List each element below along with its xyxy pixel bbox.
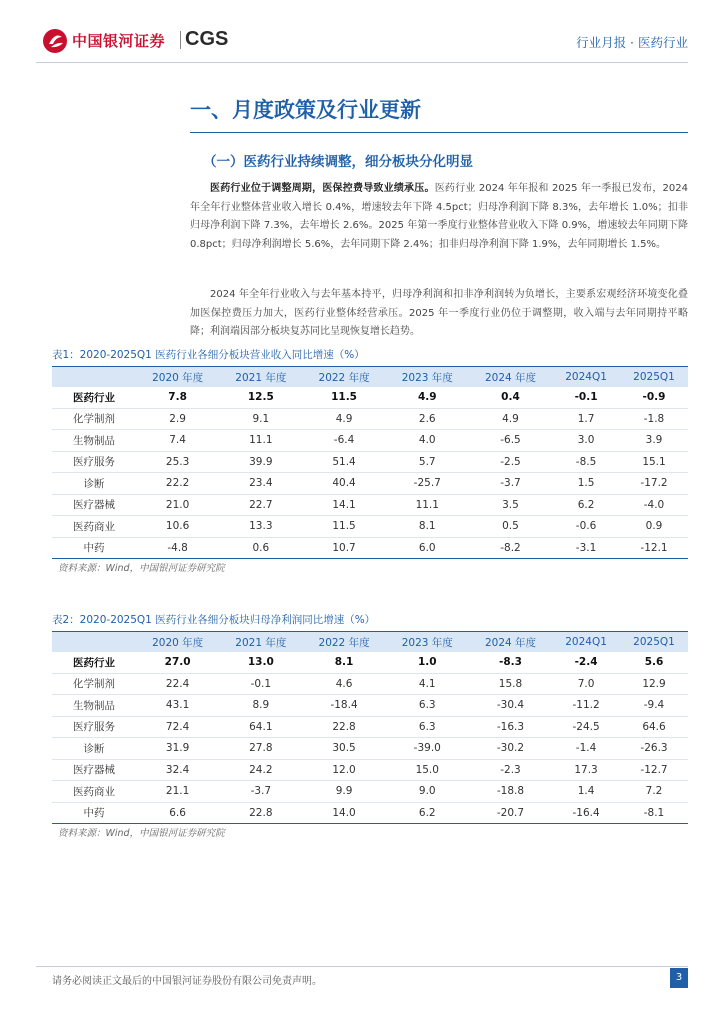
table-cell: -8.2 <box>469 537 552 559</box>
column-header: 2022 年度 <box>302 367 385 388</box>
table-cell: 6.3 <box>386 716 469 738</box>
table-cell: -1.8 <box>620 408 688 430</box>
table-cell: 22.7 <box>219 494 302 516</box>
table2-title: 表2：2020-2025Q1 医药行业各细分板块归母净利润同比增速（%） <box>52 614 376 626</box>
table-cell: 39.9 <box>219 451 302 473</box>
table-cell: 3.0 <box>552 430 620 452</box>
table-row <box>52 695 688 717</box>
table-cell: 4.9 <box>302 408 385 430</box>
table1-source: 资料来源：Wind，中国银河证券研究院 <box>58 563 225 574</box>
row-label: 化学制剂 <box>52 673 136 695</box>
table-cell: 25.3 <box>136 451 219 473</box>
table-cell: 12.9 <box>620 673 688 695</box>
table-cell: -0.6 <box>552 516 620 538</box>
table-cell: 30.5 <box>302 738 385 760</box>
paragraph-1-body: 医药行业 2024 年年报和 2025 年一季报已发布，2024 年全年行业整体营业收入增长 0.4%，增速较去年下降 4.5pct；归母净利润下降 8.3%，去年增长 1.0%；扣非归母净利润下降 7.3%，去年增长 2.6%。2025 年第一季度行业整体营业收入下降 0.9%，增速较去年同期下降 0.8pct；归母净利润增长 5.6%，去年同期下降 2.4%；扣非归母净利润下降 1.9%，去年同期增长 1.5%。 <box>190 183 689 250</box>
table-cell: 22.2 <box>136 473 219 495</box>
row-label: 医疗服务 <box>52 716 136 738</box>
table-cell: 4.0 <box>386 430 469 452</box>
row-label: 中药 <box>52 802 136 824</box>
table2-source: 资料来源：Wind，中国银河证券研究院 <box>58 828 225 839</box>
column-header: 2024Q1 <box>552 367 620 388</box>
row-label: 医药商业 <box>52 781 136 803</box>
table-cell: -39.0 <box>386 738 469 760</box>
table-cell: 12.5 <box>219 387 302 408</box>
column-header: 2022 年度 <box>302 632 385 653</box>
table-cell: 13.3 <box>219 516 302 538</box>
table-cell: -17.2 <box>620 473 688 495</box>
table-cell: 17.3 <box>552 759 620 781</box>
report-category: 行业月报 · 医药行业 <box>576 35 688 50</box>
table-cell: 1.4 <box>552 781 620 803</box>
column-header: 2021 年度 <box>219 632 302 653</box>
table-cell: 0.4 <box>469 387 552 408</box>
logo-separator <box>180 31 181 49</box>
revenue-growth-table <box>52 366 688 559</box>
table-cell: 8.1 <box>302 652 385 673</box>
row-label: 诊断 <box>52 473 136 495</box>
cgs-logo-icon <box>42 28 68 54</box>
row-label: 诊断 <box>52 738 136 760</box>
table-cell: 6.6 <box>136 802 219 824</box>
paragraph-2: 2024 年全年行业收入与去年基本持平，归母净利润和扣非净利润转为负增长，主要系宏观经济环境变化叠加医保控费压力加大，医药行业整体经营承压。2025 年一季度行业仍位于调整期，收入端与去年同期持平略降；利润端因部分板块复苏同比呈现恢复增长趋势。 <box>190 289 688 338</box>
column-header: 2024Q1 <box>552 632 620 653</box>
table-cell: -3.7 <box>469 473 552 495</box>
page-header <box>0 0 724 64</box>
table1-title: 表1：2020-2025Q1 医药行业各细分板块营业收入同比增速（%） <box>52 349 365 361</box>
table-row <box>52 516 688 538</box>
table-cell: -18.8 <box>469 781 552 803</box>
footer-divider <box>36 966 688 967</box>
table-cell: 10.6 <box>136 516 219 538</box>
table-cell: 7.0 <box>552 673 620 695</box>
table-row <box>52 759 688 781</box>
table-cell: 8.9 <box>219 695 302 717</box>
table-cell: -20.7 <box>469 802 552 824</box>
table-cell: 11.5 <box>302 516 385 538</box>
table-cell: 22.8 <box>219 802 302 824</box>
table-cell: 1.7 <box>552 408 620 430</box>
table-cell: 2.9 <box>136 408 219 430</box>
table-cell: 1.0 <box>386 652 469 673</box>
table-cell: 51.4 <box>302 451 385 473</box>
logo-cn-text: 中国银河证券 <box>72 32 166 50</box>
table-row <box>52 430 688 452</box>
table-cell: -9.4 <box>620 695 688 717</box>
table-cell: 12.0 <box>302 759 385 781</box>
table-row <box>52 738 688 760</box>
table-row <box>52 494 688 516</box>
table-cell: -18.4 <box>302 695 385 717</box>
table-cell: -24.5 <box>552 716 620 738</box>
table-cell: -0.1 <box>219 673 302 695</box>
table-row <box>52 802 688 824</box>
table-row <box>52 473 688 495</box>
table-row <box>52 781 688 803</box>
table-cell: -26.3 <box>620 738 688 760</box>
table-cell: 40.4 <box>302 473 385 495</box>
logo-en-text: CGS <box>185 28 229 50</box>
column-header: 2023 年度 <box>386 367 469 388</box>
table-cell: 6.2 <box>386 802 469 824</box>
table-header-row <box>52 632 688 653</box>
table-cell: 15.0 <box>386 759 469 781</box>
table-cell: -1.4 <box>552 738 620 760</box>
column-header <box>52 632 136 653</box>
column-header: 2024 年度 <box>469 367 552 388</box>
table-cell: 3.9 <box>620 430 688 452</box>
row-label: 医药行业 <box>52 652 136 673</box>
table-cell: -2.3 <box>469 759 552 781</box>
table-cell: 7.2 <box>620 781 688 803</box>
table-row <box>52 652 688 673</box>
table-cell: -16.3 <box>469 716 552 738</box>
table-cell: 15.8 <box>469 673 552 695</box>
table-cell: 27.0 <box>136 652 219 673</box>
row-label: 医疗器械 <box>52 494 136 516</box>
table-cell: -16.4 <box>552 802 620 824</box>
table-cell: 9.0 <box>386 781 469 803</box>
table-cell: -4.0 <box>620 494 688 516</box>
table-cell: 9.1 <box>219 408 302 430</box>
table-cell: -3.1 <box>552 537 620 559</box>
table-cell: 4.1 <box>386 673 469 695</box>
table-cell: 14.1 <box>302 494 385 516</box>
table-cell: 3.5 <box>469 494 552 516</box>
column-header: 2025Q1 <box>620 367 688 388</box>
table-cell: -30.2 <box>469 738 552 760</box>
table-cell: -4.8 <box>136 537 219 559</box>
subsection-title: （一）医药行业持续调整，细分板块分化明显 <box>203 154 473 170</box>
table-row <box>52 408 688 430</box>
row-label: 生物制品 <box>52 695 136 717</box>
row-label: 医疗器械 <box>52 759 136 781</box>
table-cell: -11.2 <box>552 695 620 717</box>
table-cell: 1.5 <box>552 473 620 495</box>
table-cell: 9.9 <box>302 781 385 803</box>
table-row <box>52 537 688 559</box>
table-cell: 22.8 <box>302 716 385 738</box>
table-cell: -25.7 <box>386 473 469 495</box>
paragraph-1-lead: 医药行业位于调整周期，医保控费导致业绩承压。 <box>210 183 435 194</box>
column-header <box>52 367 136 388</box>
table-cell: 27.8 <box>219 738 302 760</box>
table-cell: 6.3 <box>386 695 469 717</box>
table-cell: 4.9 <box>386 387 469 408</box>
row-label: 医药商业 <box>52 516 136 538</box>
table-cell: -0.9 <box>620 387 688 408</box>
table-cell: -8.3 <box>469 652 552 673</box>
table-cell: 22.4 <box>136 673 219 695</box>
row-label: 生物制品 <box>52 430 136 452</box>
table-cell: 64.1 <box>219 716 302 738</box>
table-cell: 11.1 <box>219 430 302 452</box>
table-cell: 23.4 <box>219 473 302 495</box>
table-cell: -0.1 <box>552 387 620 408</box>
net-profit-growth-table <box>52 631 688 824</box>
table-cell: 0.9 <box>620 516 688 538</box>
row-label: 中药 <box>52 537 136 559</box>
footer-disclaimer: 请务必阅读正文最后的中国银河证券股份有限公司免责声明。 <box>52 976 322 987</box>
table-row <box>52 451 688 473</box>
table-cell: -30.4 <box>469 695 552 717</box>
table-cell: 6.2 <box>552 494 620 516</box>
table-cell: 11.1 <box>386 494 469 516</box>
paragraph-1 <box>190 180 688 254</box>
table-cell: 21.0 <box>136 494 219 516</box>
table-cell: -3.7 <box>219 781 302 803</box>
table-cell: 15.1 <box>620 451 688 473</box>
table-cell: 21.1 <box>136 781 219 803</box>
table-cell: 4.6 <box>302 673 385 695</box>
row-label: 医疗服务 <box>52 451 136 473</box>
table-cell: 0.6 <box>219 537 302 559</box>
page-number: 3 <box>670 968 688 988</box>
table-cell: 7.8 <box>136 387 219 408</box>
table-cell: 7.4 <box>136 430 219 452</box>
row-label: 医药行业 <box>52 387 136 408</box>
table-row <box>52 387 688 408</box>
table-cell: 10.7 <box>302 537 385 559</box>
table-cell: 13.0 <box>219 652 302 673</box>
table-cell: -12.1 <box>620 537 688 559</box>
table-cell: 72.4 <box>136 716 219 738</box>
header-divider <box>36 62 688 63</box>
table-cell: -8.1 <box>620 802 688 824</box>
table-cell: 64.6 <box>620 716 688 738</box>
table-cell: 24.2 <box>219 759 302 781</box>
column-header: 2020 年度 <box>136 367 219 388</box>
table-cell: 2.6 <box>386 408 469 430</box>
table-cell: 14.0 <box>302 802 385 824</box>
row-label: 化学制剂 <box>52 408 136 430</box>
column-header: 2020 年度 <box>136 632 219 653</box>
table-cell: -6.5 <box>469 430 552 452</box>
table-row <box>52 673 688 695</box>
table-cell: -2.4 <box>552 652 620 673</box>
table-cell: 6.0 <box>386 537 469 559</box>
table-cell: -12.7 <box>620 759 688 781</box>
table-cell: 4.9 <box>469 408 552 430</box>
table-row <box>52 716 688 738</box>
section-rule <box>190 132 688 133</box>
table-cell: 32.4 <box>136 759 219 781</box>
table-header-row <box>52 367 688 388</box>
table-cell: 8.1 <box>386 516 469 538</box>
table-cell: 11.5 <box>302 387 385 408</box>
table-cell: -2.5 <box>469 451 552 473</box>
table-cell: 5.7 <box>386 451 469 473</box>
table-cell: 5.6 <box>620 652 688 673</box>
column-header: 2023 年度 <box>386 632 469 653</box>
table-cell: 31.9 <box>136 738 219 760</box>
table-cell: 43.1 <box>136 695 219 717</box>
column-header: 2021 年度 <box>219 367 302 388</box>
table-cell: -8.5 <box>552 451 620 473</box>
column-header: 2025Q1 <box>620 632 688 653</box>
table-cell: -6.4 <box>302 430 385 452</box>
column-header: 2024 年度 <box>469 632 552 653</box>
table-cell: 0.5 <box>469 516 552 538</box>
section-title: 一、月度政策及行业更新 <box>190 97 421 122</box>
